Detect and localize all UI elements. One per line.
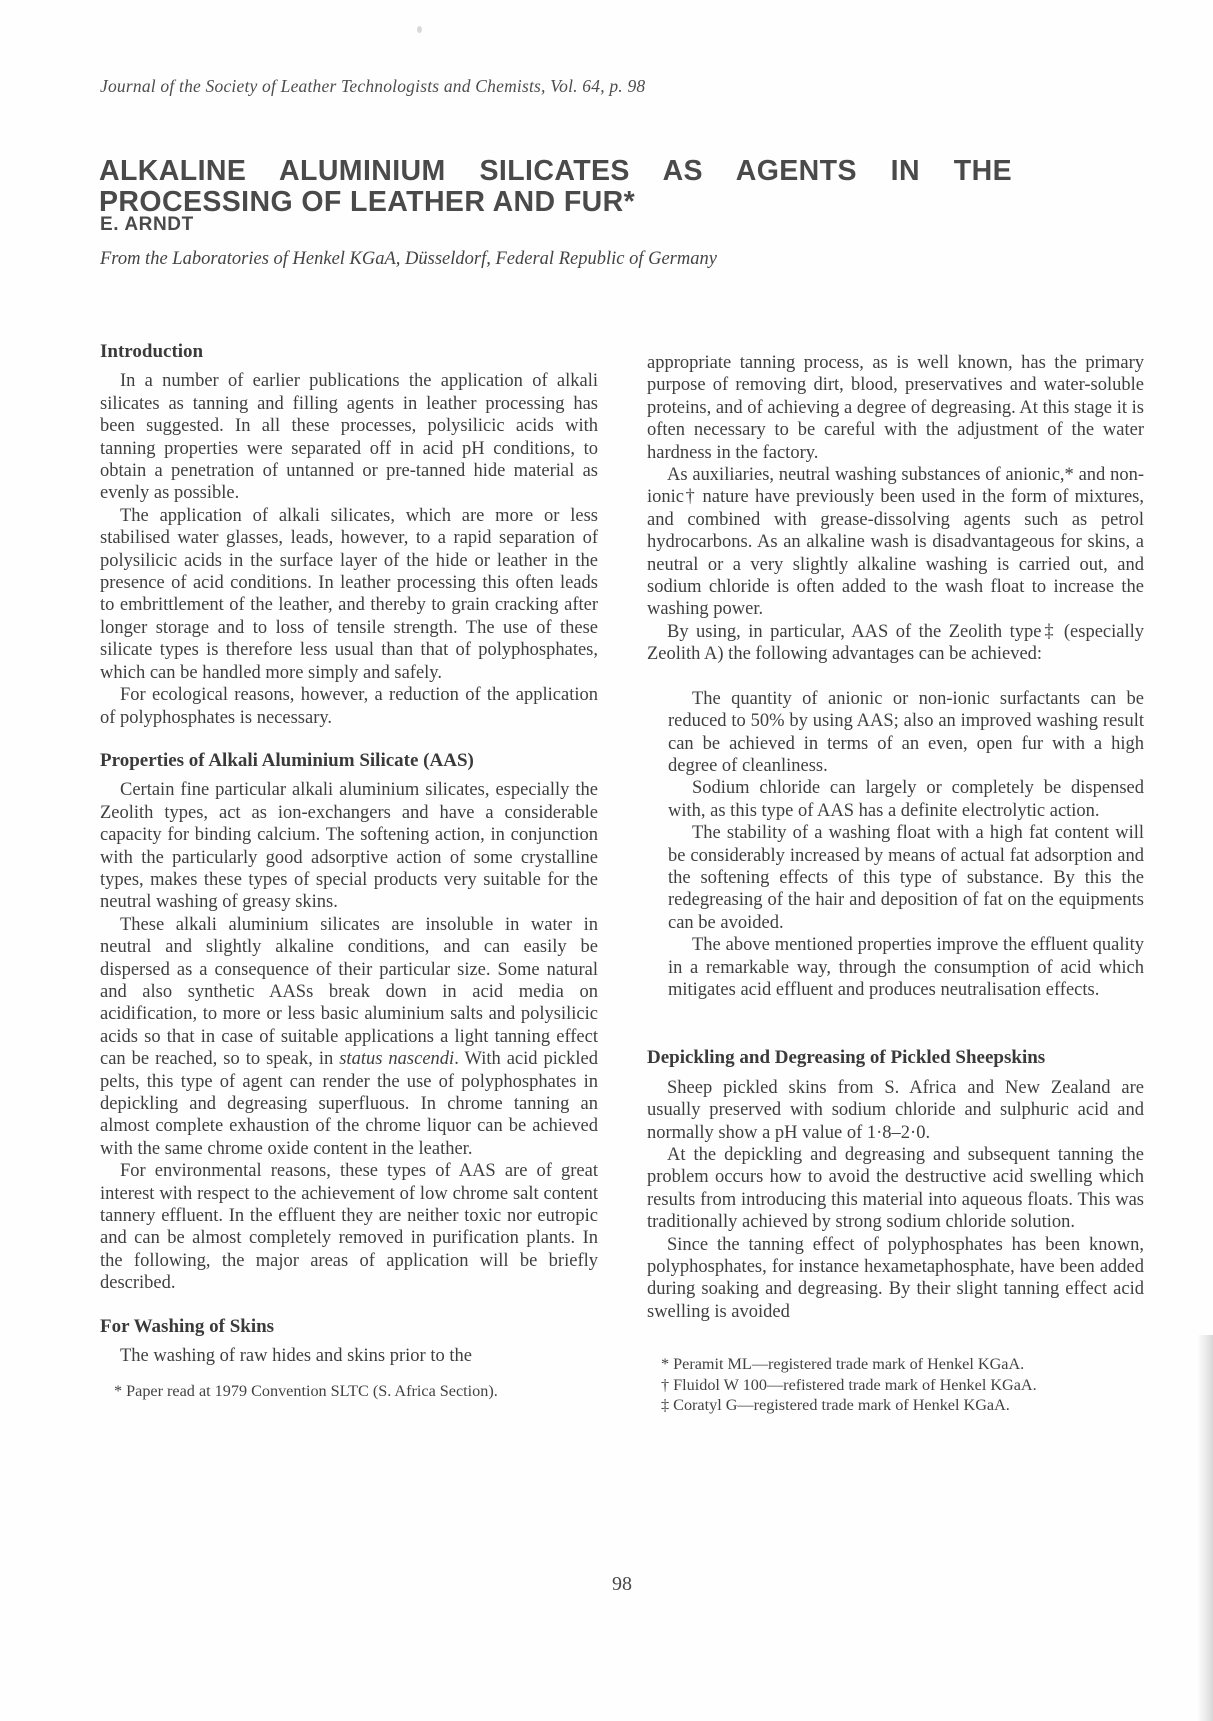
paragraph-intro-1: In a number of earlier publications the application of alkali silicates as tanning and filling agents in leather processing has been suggested. In all these processes, polysilicic acids with tanning properties were separated off in acid pH conditions, to obtain a penetration of untanned or pre-tanned hide material as evenly as possible.	[100, 371, 598, 504]
paragraph-properties-3: For environmental reasons, these types of AAS are of great interest with respect to the achievement of low chrome salt content tannery effluent. In the effluent they are neither toxic nor eutropic and can be almost completely removed in purification plants. In the following, the major areas of application will be briefly described.	[100, 1161, 598, 1294]
section-heading-properties: Properties of Alkali Aluminium Silicate (AAS)	[100, 749, 474, 771]
advantage-item: The quantity of anionic or non-ionic surfactants can be reduced to 50% by using AAS; also an improved washing result can be achieved in terms of an even, open fur with a high degree of cleanliness.	[668, 688, 1144, 776]
paragraph-properties-2-part-b: . With acid pickled pelts, this type of agent can render the use of polyphosphates in depickling and degreasing superfluous. In chrome tanning an almost complete exhaustion of the chrome liquor can be achieved with the same chrome oxide content in the leather.	[100, 1049, 598, 1159]
left-column	[100, 341, 598, 1402]
paragraph-washing-1: The washing of raw hides and skins prior to the	[120, 1346, 472, 1367]
author-affiliation: From the Laboratories of Henkel KGaA, Düsseldorf, Federal Republic of Germany	[100, 249, 717, 269]
title-line-2: PROCESSING OF LEATHER AND FUR*	[99, 186, 636, 219]
paragraph-properties-2-part-a: These alkali aluminium silicates are insoluble in water in neutral and slightly alkaline conditions, and can easily be dispersed as a consequence of their particular size. Some natural and also synthetic AASs break down in acid media on acidification, to more or less basic aluminium salts and polysilicic acids so that in case of suitable applications a light tanning effect can be reached, so to speak, in	[100, 914, 598, 1070]
footnote-coratyl: ‡ Coratyl G—registered trade mark of Henkel KGaA.	[661, 1396, 1010, 1415]
paragraph-properties-2	[100, 914, 598, 1160]
section-heading-depickling: Depickling and Degreasing of Pickled Sheepskins	[647, 1047, 1046, 1069]
advantage-item: The stability of a washing float with a high fat content will be considerably increased by means of actual fat adsorption and the softening effects of this type of substance. By this the redegreasing of the hair and deposition of fat on the equipments can be avoided.	[668, 823, 1144, 933]
paragraph-right-2: As auxiliaries, neutral washing substances of anionic,* and non-ionic† nature have previously been used in the form of mixtures, and combined with grease-dissolving agents such as petrol hydrocarbons. As an alkaline wash is disadvantageous for skins, a neutral or a very slightly alkaline washing is carried out, and sodium chloride is often added to the wash float to increase the washing power.	[647, 465, 1144, 620]
trademark-footnotes	[647, 1354, 1144, 1416]
advantage-item: Sodium chloride can largely or completely be dispensed with, as this type of AAS has a definite electrolytic action.	[668, 778, 1144, 821]
title-line-1: ALKALINE ALUMINIUM SILICATES AS AGENTS IN THE	[99, 155, 1012, 188]
paragraph-depickling-3: Since the tanning effect of polyphosphates has been known, polyphosphates, for instance hexametaphosphate, have been added during soaking and degreasing. By their slight tanning effect acid swelling is avoided	[647, 1234, 1144, 1322]
paragraph-intro-2: The application of alkali silicates, which are more or less stabilised water glasses, leads, however, to a rapid separation of polysilicic acids in the surface layer of the hide or leather in the presence of acid conditions. In leather processing this often leads to embrittlement of the leather, and thereby to grain cracking after longer storage and to loss of tensile strength. The use of these silicate types is therefore less usual than that of polyphosphates, which can be handled more simply and safely.	[100, 505, 598, 683]
right-column	[647, 352, 1144, 1416]
paragraph-right-3: By using, in particular, AAS of the Zeolith type‡ (especially Zeolith A) the following advantages can be achieved:	[647, 621, 1144, 665]
paragraph-properties-1: Certain fine particular alkali aluminium silicates, especially the Zeolith types, act as ion-exchangers and have a considerable capacity for binding calcium. The softening action, in conjunction with the particularly good adsorptive action of some crystalline types, makes these types of special products very suitable for the neutral washing of greasy skins.	[100, 780, 598, 913]
journal-citation: Journal of the Society of Leather Technologists and Chemists, Vol. 64, p. 98	[100, 76, 646, 96]
scan-edge-shadow	[1197, 1335, 1213, 1721]
section-heading-washing: For Washing of Skins	[100, 1315, 275, 1337]
paragraph-intro-3: For ecological reasons, however, a reduction of the application of polyphosphates is necessary.	[100, 685, 598, 728]
footnote-peramit: * Peramit ML—registered trade mark of Henkel KGaA.	[661, 1355, 1025, 1374]
advantages-list	[647, 688, 1144, 1002]
page-number: 98	[612, 1573, 632, 1595]
section-heading-introduction: Introduction	[100, 341, 204, 362]
author-name: E. ARNDT	[100, 214, 194, 235]
latin-phrase-status-nascendi: status nascendi	[339, 1049, 455, 1070]
advantage-item: The above mentioned properties improve the effluent quality in a remarkable way, through the consumption of acid which mitigates acid effluent and produces neutralisation effects.	[668, 935, 1144, 1000]
paragraph-depickling-1: Sheep pickled skins from S. Africa and New Zealand are usually preserved with sodium chloride and sulphuric acid and normally show a pH value of 1·8–2·0.	[647, 1077, 1144, 1143]
scan-speck	[417, 26, 422, 33]
footnote-paper-read: * Paper read at 1979 Convention SLTC (S. Africa Section).	[114, 1382, 498, 1401]
footnote-fluidol: † Fluidol W 100—refistered trade mark of Henkel KGaA.	[661, 1375, 1037, 1394]
paragraph-right-1: appropriate tanning process, as is well known, has the primary purpose of removing dirt, blood, preservatives and water-soluble proteins, and of achieving a degree of degreasing. At this stage it is often necessary to be careful with the adjustment of the water hardness in the factory.	[647, 353, 1144, 463]
page-title	[99, 156, 1012, 218]
paragraph-depickling-2: At the depickling and degreasing and subsequent tanning the problem occurs how to avoid the destructive acid swelling which results from introducing this material into aqueous floats. This was traditionally achieved by strong sodium chloride solution.	[647, 1145, 1144, 1233]
